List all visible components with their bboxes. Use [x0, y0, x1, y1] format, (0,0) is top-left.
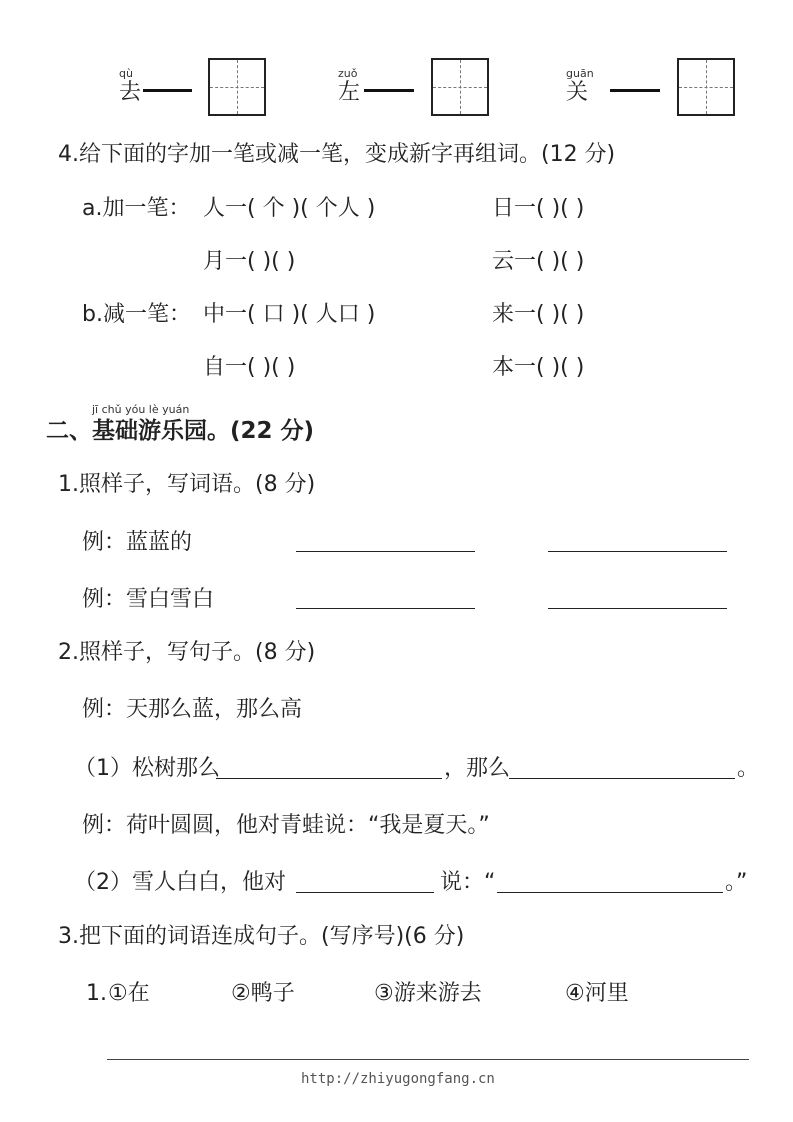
q3-item-4: ④河里: [565, 981, 629, 1006]
pinyin-zuo: zuǒ: [338, 67, 358, 80]
pinyin-guan: guān: [566, 67, 594, 80]
q2-example-2: 例：荷叶圆圆，他对青蛙说：“我是夏天。”: [82, 813, 490, 838]
q2-sentence-1-end: 。: [737, 756, 760, 781]
q4-row4-left: 自一( )( ): [203, 355, 296, 380]
dash-3: [610, 89, 660, 92]
q2-sentence-2-end: 。”: [725, 870, 748, 895]
q1-answer-line-2a[interactable]: [296, 608, 475, 609]
q1-example-2: 例：雪白雪白: [82, 587, 215, 612]
writing-box-2[interactable]: [431, 58, 489, 116]
q4-a-label: a.加一笔：: [82, 196, 191, 221]
q3-item-3: ③游来游去: [374, 981, 482, 1006]
q2-title: 2.照样子，写句子。(8 分): [58, 640, 316, 665]
q2-sentence-1-start: （1）松树那么: [74, 756, 220, 781]
footer-url[interactable]: http://zhiyugongfang.cn: [301, 1071, 495, 1087]
writing-box-1[interactable]: [208, 58, 266, 116]
q2-answer-line-2b[interactable]: [497, 892, 723, 893]
pinyin-qu: qù: [119, 67, 133, 80]
q1-title: 1.照样子，写词语。(8 分): [58, 472, 316, 497]
q2-sentence-1-mid: ，那么: [444, 756, 511, 781]
q4-row3-right: 来一( )( ): [492, 302, 585, 327]
q4-row3-left: 中一( 口 )( 人口 ): [203, 302, 376, 327]
q4-row2-right: 云一( )( ): [492, 249, 585, 274]
q4-row2-left: 月一( )( ): [203, 249, 296, 274]
q2-sentence-2-start: （2）雪人白白，他对: [74, 870, 286, 895]
q2-sentence-2-mid: 说：“: [440, 870, 496, 895]
q4-row4-right: 本一( )( ): [492, 355, 585, 380]
q2-answer-line-2a[interactable]: [296, 892, 434, 893]
char-qu-text: 去: [119, 80, 142, 105]
q1-example-1: 例：蓝蓝的: [82, 530, 193, 555]
q4-row1-left: 人一( 个 )( 个人 ): [203, 196, 376, 221]
char-zuo-text: 左: [338, 80, 361, 105]
q1-answer-line-1a[interactable]: [296, 551, 475, 552]
q3-item-1: ①在: [108, 981, 150, 1006]
q2-answer-line-1b[interactable]: [509, 778, 735, 779]
footer-divider: [107, 1059, 749, 1060]
q4-row1-right: 日一( )( ): [492, 196, 585, 221]
dash-2: [364, 89, 414, 92]
dash-1: [143, 89, 192, 92]
section2-pinyin: jī chǔ yóu lè yuán: [92, 403, 190, 416]
q2-answer-line-1a[interactable]: [216, 778, 442, 779]
q2-example-1: 例：天那么蓝，那么高: [82, 697, 303, 722]
q3-item-2: ②鸭子: [231, 981, 295, 1006]
q1-answer-line-2b[interactable]: [548, 608, 727, 609]
q4-title: 4.给下面的字加一笔或减一笔，变成新字再组词。(12 分): [58, 142, 616, 167]
q1-answer-line-1b[interactable]: [548, 551, 727, 552]
section2-title: 二、基础游乐园。(22 分): [46, 418, 315, 444]
char-guan-text: 关: [566, 80, 589, 105]
q3-number: 1.: [86, 981, 107, 1006]
q4-b-label: b.减一笔：: [82, 302, 191, 327]
writing-box-3[interactable]: [677, 58, 735, 116]
q3-title: 3.把下面的词语连成句子。(写序号)(6 分): [58, 924, 465, 949]
